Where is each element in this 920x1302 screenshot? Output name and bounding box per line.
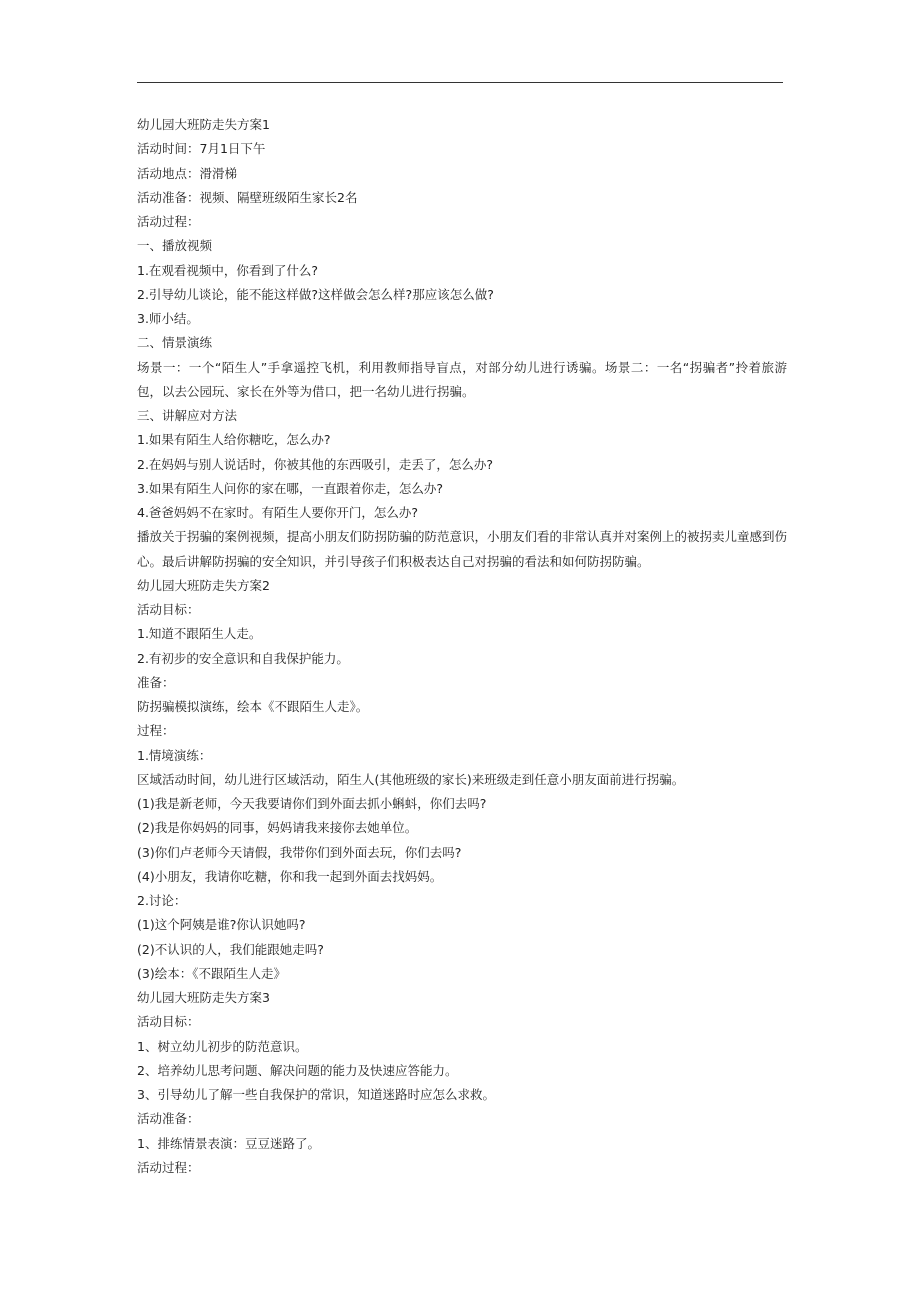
- activity-process-heading: 活动过程：: [137, 214, 200, 229]
- paragraph: 2.有初步的安全意识和自我保护能力。: [137, 650, 349, 666]
- paragraph: 1、排练情景表演：豆豆迷路了。: [137, 1135, 320, 1151]
- step-heading-scenario: 二、情景演练: [137, 335, 213, 351]
- paragraph: (3)你们卢老师今天请假，我带你们到外面去玩，你们去吗?: [137, 844, 462, 860]
- paragraph: 活动准备：: [137, 1111, 200, 1127]
- activity-time: 活动时间：7月1日下午: [137, 141, 266, 157]
- section-title-plan-2: 幼儿园大班防走失方案2: [137, 577, 270, 593]
- summary-paragraph: 播放关于拐骗的案例视频，提高小朋友们防拐防骗的防范意识，小朋友们看的非常认真并对案例上的被拐卖儿童感到伤心。最后讲解防拐骗的安全知识，并引导孩子们积极表达自己对拐骗的看法和如何防拐防骗。: [137, 529, 788, 569]
- paragraph: 活动过程：: [137, 1159, 200, 1175]
- scenario-paragraph: 场景一：一个“陌生人”手拿遥控飞机，利用教师指导盲点，对部分幼儿进行诱骗。场景二：一名“拐骗者”拎着旅游包，以去公园玩、家长在外等为借口，把一名幼儿进行拐骗。: [137, 359, 787, 399]
- paragraph: 1.如果有陌生人给你糖吃，怎么办?: [137, 432, 331, 448]
- paragraph: 防拐骗模拟演练，绘本《不跟陌生人走》。: [137, 699, 369, 714]
- paragraph: 3.如果有陌生人问你的家在哪，一直跟着你走，怎么办?: [137, 480, 444, 496]
- document-body: [137, 113, 787, 1180]
- step-heading-play-video: 一、播放视频: [137, 238, 213, 254]
- paragraph: (3)绘本：《不跟陌生人走》: [137, 965, 286, 981]
- section-title-plan-1: 幼儿园大班防走失方案1: [137, 117, 270, 132]
- paragraph: 4.爸爸妈妈不在家时。有陌生人要你开门，怎么办?: [137, 505, 419, 520]
- paragraph: 2.讨论：: [137, 893, 187, 908]
- paragraph: 活动目标：: [137, 602, 200, 617]
- paragraph: 2.在妈妈与别人说话时，你被其他的东西吸引，走丢了，怎么办?: [137, 456, 494, 472]
- paragraph: 1、树立幼儿初步的防范意识。: [137, 1038, 308, 1054]
- paragraph: 准备：: [137, 674, 175, 690]
- activity-location: 活动地点：滑滑梯: [137, 165, 238, 181]
- paragraph: 区域活动时间，幼儿进行区域活动，陌生人(其他班级的家长)来班级走到任意小朋友面前进行拐骗。: [137, 771, 685, 787]
- paragraph: (2)不认识的人，我们能跟她走吗?: [137, 941, 324, 957]
- section-title-plan-3: 幼儿园大班防走失方案3: [137, 990, 270, 1005]
- header-rule: [137, 82, 783, 83]
- paragraph: 3、引导幼儿了解一些自我保护的常识，知道迷路时应怎么求救。: [137, 1087, 495, 1102]
- paragraph: 1.知道不跟陌生人走。: [137, 626, 262, 642]
- paragraph: (1)这个阿姨是谁?你认识她吗?: [137, 917, 306, 933]
- paragraph: 活动目标：: [137, 1014, 200, 1030]
- paragraph: 2、培养幼儿思考问题、解决问题的能力及快速应答能力。: [137, 1062, 458, 1078]
- paragraph: 1.在观看视频中，你看到了什么?: [137, 262, 319, 278]
- step-heading-methods: 三、讲解应对方法: [137, 408, 238, 423]
- activity-preparation: 活动准备：视频、隔壁班级陌生家长2名: [137, 189, 358, 205]
- paragraph: (4)小朋友，我请你吃糖，你和我一起到外面去找妈妈。: [137, 868, 443, 884]
- paragraph: 2.引导幼儿谈论，能不能这样做?这样做会怎么样?那应该怎么做?: [137, 286, 494, 302]
- paragraph: 过程：: [137, 723, 175, 739]
- paragraph: (2)我是你妈妈的同事，妈妈请我来接你去她单位。: [137, 820, 418, 836]
- paragraph: (1)我是新老师，今天我要请你们到外面去抓小蝌蚪，你们去吗?: [137, 796, 487, 811]
- paragraph: 1.情境演练：: [137, 747, 212, 763]
- paragraph: 3.师小结。: [137, 311, 199, 326]
